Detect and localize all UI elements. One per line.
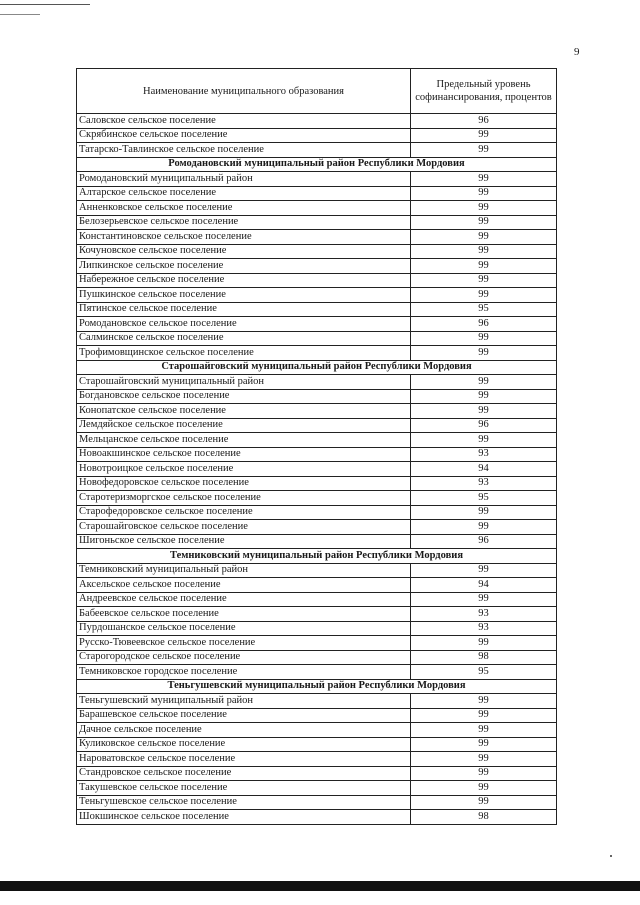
municipality-name: Ромодановский муниципальный район [77, 172, 411, 187]
municipality-name: Константиновское сельское поселение [77, 230, 411, 245]
cofinancing-table [76, 68, 557, 825]
table-row [77, 128, 557, 143]
cofinancing-percent: 98 [411, 810, 557, 825]
table-row [77, 114, 557, 129]
table-row [77, 650, 557, 665]
municipality-name: Липкинское сельское поселение [77, 259, 411, 274]
cofinancing-percent: 99 [411, 186, 557, 201]
cofinancing-percent: 99 [411, 273, 557, 288]
cofinancing-percent: 99 [411, 766, 557, 781]
cofinancing-percent: 98 [411, 650, 557, 665]
municipality-name: Пурдошанское сельское поселение [77, 621, 411, 636]
municipality-name: Старотеризморгское сельское поселение [77, 491, 411, 506]
district-header-row [77, 360, 557, 375]
table-row [77, 215, 557, 230]
municipality-name: Конопатское сельское поселение [77, 404, 411, 419]
municipality-name: Старошайговское сельское поселение [77, 520, 411, 535]
table-row [77, 781, 557, 796]
cofinancing-percent: 99 [411, 230, 557, 245]
table-row [77, 273, 557, 288]
cofinancing-percent: 96 [411, 418, 557, 433]
cofinancing-percent: 93 [411, 447, 557, 462]
table-row [77, 476, 557, 491]
cofinancing-percent: 99 [411, 143, 557, 158]
table-row [77, 505, 557, 520]
municipality-name: Пятинское сельское поселение [77, 302, 411, 317]
table-row [77, 346, 557, 361]
table-header-row [77, 69, 557, 114]
table-row [77, 534, 557, 549]
cofinancing-percent: 99 [411, 259, 557, 274]
cofinancing-percent: 96 [411, 534, 557, 549]
cofinancing-percent: 99 [411, 781, 557, 796]
cofinancing-percent: 95 [411, 665, 557, 680]
cofinancing-percent: 99 [411, 331, 557, 346]
municipality-name: Скрябинское сельское поселение [77, 128, 411, 143]
table-row [77, 230, 557, 245]
table-row [77, 447, 557, 462]
municipality-name: Старофедоровское сельское поселение [77, 505, 411, 520]
district-name: Старошайговский муниципальный район Республики Мордовия [77, 360, 557, 375]
cofinancing-percent: 99 [411, 752, 557, 767]
table-body [77, 114, 557, 825]
table-row [77, 636, 557, 651]
cofinancing-percent: 95 [411, 491, 557, 506]
cofinancing-percent: 93 [411, 621, 557, 636]
district-header-row [77, 549, 557, 564]
scan-border-bar [0, 881, 640, 891]
municipality-name: Анненковское сельское поселение [77, 201, 411, 216]
municipality-name: Куликовское сельское поселение [77, 737, 411, 752]
table-row [77, 795, 557, 810]
municipality-name: Новофедоровское сельское поселение [77, 476, 411, 491]
table-row [77, 375, 557, 390]
table-row [77, 404, 557, 419]
municipality-name: Ромодановское сельское поселение [77, 317, 411, 332]
cofinancing-percent: 99 [411, 389, 557, 404]
municipality-name: Набережное сельское поселение [77, 273, 411, 288]
municipality-name: Стандровское сельское поселение [77, 766, 411, 781]
district-name: Теньгушевский муниципальный район Республики Мордовия [77, 679, 557, 694]
district-header-row [77, 679, 557, 694]
cofinancing-percent: 99 [411, 520, 557, 535]
table-row [77, 302, 557, 317]
municipality-name: Саловское сельское поселение [77, 114, 411, 129]
municipality-name: Теньгушевский муниципальный район [77, 694, 411, 709]
table-row [77, 288, 557, 303]
municipality-name: Старогородское сельское поселение [77, 650, 411, 665]
municipality-name: Теньгушевское сельское поселение [77, 795, 411, 810]
cofinancing-percent: 99 [411, 636, 557, 651]
table-row [77, 259, 557, 274]
municipality-name: Лемдяйское сельское поселение [77, 418, 411, 433]
cofinancing-percent: 99 [411, 737, 557, 752]
cofinancing-percent: 95 [411, 302, 557, 317]
scan-artifact-dot [610, 855, 612, 857]
table-row [77, 331, 557, 346]
table-row [77, 520, 557, 535]
table-row [77, 723, 557, 738]
cofinancing-percent: 99 [411, 723, 557, 738]
district-name: Темниковский муниципальный район Республики Мордовия [77, 549, 557, 564]
cofinancing-percent: 99 [411, 694, 557, 709]
table-row [77, 607, 557, 622]
municipality-name: Такушевское сельское поселение [77, 781, 411, 796]
cofinancing-percent: 99 [411, 346, 557, 361]
municipality-name: Нароватовское сельское поселение [77, 752, 411, 767]
table-row [77, 752, 557, 767]
header-value-column: Предельный уровень софинансирования, процентов [411, 69, 557, 114]
district-name: Ромодановский муниципальный район Республики Мордовия [77, 157, 557, 172]
cofinancing-percent: 99 [411, 404, 557, 419]
cofinancing-percent: 96 [411, 114, 557, 129]
cofinancing-percent: 99 [411, 795, 557, 810]
table-row [77, 621, 557, 636]
cofinancing-percent: 96 [411, 317, 557, 332]
municipality-name: Дачное сельское поселение [77, 723, 411, 738]
table-row [77, 563, 557, 578]
table-row [77, 462, 557, 477]
table-row [77, 317, 557, 332]
table-row [77, 810, 557, 825]
municipality-name: Алтарское сельское поселение [77, 186, 411, 201]
cofinancing-percent: 99 [411, 201, 557, 216]
municipality-name: Татарско-Тавлинское сельское поселение [77, 143, 411, 158]
cofinancing-percent: 99 [411, 708, 557, 723]
municipality-name: Шигоньское сельское поселение [77, 534, 411, 549]
table-row [77, 592, 557, 607]
scan-artifact-line [0, 14, 40, 15]
municipality-name: Бабеевское сельское поселение [77, 607, 411, 622]
table-row [77, 766, 557, 781]
cofinancing-percent: 99 [411, 215, 557, 230]
table-row [77, 172, 557, 187]
page-number: 9 [574, 46, 580, 58]
municipality-name: Белозерьевское сельское поселение [77, 215, 411, 230]
table-row [77, 143, 557, 158]
municipality-name: Старошайговский муниципальный район [77, 375, 411, 390]
municipality-name: Пушкинское сельское поселение [77, 288, 411, 303]
municipality-name: Кочуновское сельское поселение [77, 244, 411, 259]
cofinancing-percent: 93 [411, 607, 557, 622]
cofinancing-percent: 99 [411, 433, 557, 448]
table-row [77, 244, 557, 259]
district-header-row [77, 157, 557, 172]
municipality-name: Салминское сельское поселение [77, 331, 411, 346]
table-row [77, 708, 557, 723]
cofinancing-percent: 99 [411, 505, 557, 520]
municipality-name: Новотроицкое сельское поселение [77, 462, 411, 477]
municipality-name: Богдановское сельское поселение [77, 389, 411, 404]
table-row [77, 389, 557, 404]
table-row [77, 186, 557, 201]
scan-artifact-line [0, 4, 90, 5]
cofinancing-percent: 99 [411, 288, 557, 303]
municipality-name: Темниковское городское поселение [77, 665, 411, 680]
table-row [77, 665, 557, 680]
municipality-name: Трофимовщинское сельское поселение [77, 346, 411, 361]
municipality-name: Андреевское сельское поселение [77, 592, 411, 607]
cofinancing-percent: 99 [411, 375, 557, 390]
cofinancing-percent: 99 [411, 244, 557, 259]
municipality-name: Темниковский муниципальный район [77, 563, 411, 578]
table-row [77, 737, 557, 752]
cofinancing-percent: 99 [411, 172, 557, 187]
table-row [77, 433, 557, 448]
cofinancing-percent: 99 [411, 563, 557, 578]
municipality-name: Барашевское сельское поселение [77, 708, 411, 723]
municipality-name: Аксельское сельское поселение [77, 578, 411, 593]
municipality-name: Новоакшинское сельское поселение [77, 447, 411, 462]
header-name-column: Наименование муниципального образования [77, 69, 411, 114]
cofinancing-percent: 94 [411, 578, 557, 593]
table-row [77, 418, 557, 433]
table-row [77, 201, 557, 216]
table-row [77, 578, 557, 593]
cofinancing-percent: 93 [411, 476, 557, 491]
municipality-name: Мельцанское сельское поселение [77, 433, 411, 448]
municipality-name: Шокшинское сельское поселение [77, 810, 411, 825]
table-row [77, 694, 557, 709]
cofinancing-percent: 99 [411, 128, 557, 143]
cofinancing-percent: 94 [411, 462, 557, 477]
table-row [77, 491, 557, 506]
municipality-name: Русско-Тювеевское сельское поселение [77, 636, 411, 651]
cofinancing-percent: 99 [411, 592, 557, 607]
